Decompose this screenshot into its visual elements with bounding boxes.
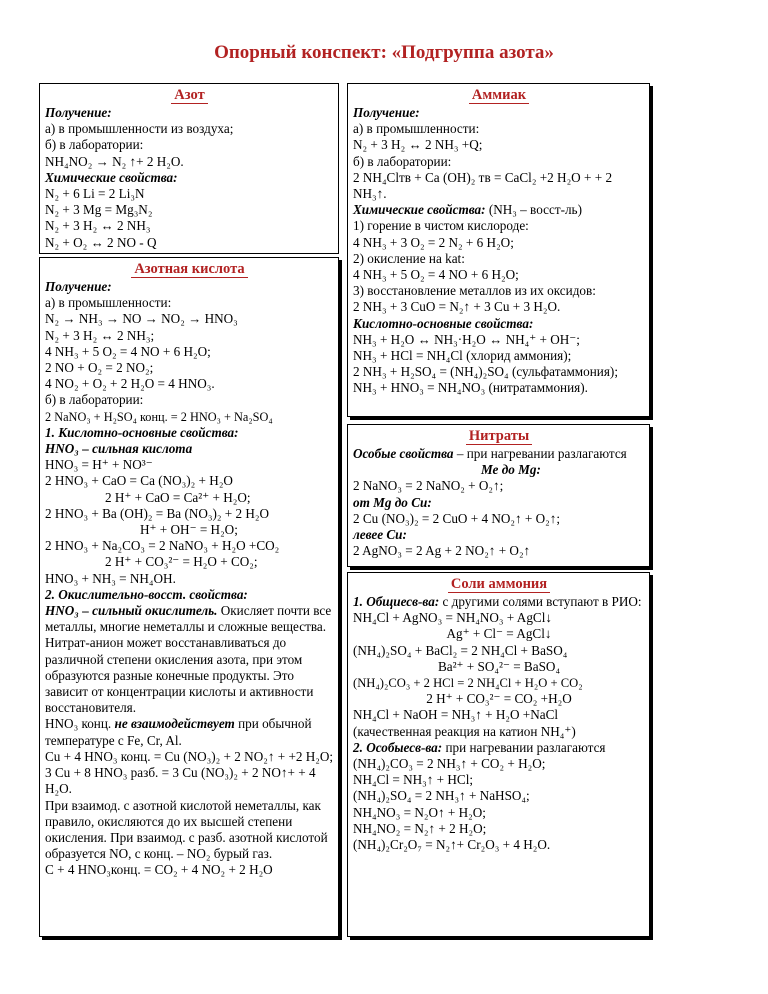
text-line: NH₃ + HNO₃ = NH₄NO₃ (нитратаммония). (353, 380, 588, 396)
text-line: 2) окисление на kat: (353, 250, 465, 266)
text-line: 4 NH₃ + 5 O₂ = 4 NO + 6 H₂O; (45, 343, 211, 359)
azot-box (39, 83, 339, 254)
text-line: 2 H⁺ + CO₃²⁻ = H₂O + CO₂; (105, 554, 258, 570)
page-title: Опорный конспект: «Подгруппа азота» (214, 42, 554, 63)
text-line: 2 NaNO₃ = 2 NaNO₂ + O₂↑; (353, 478, 504, 494)
text-line: H⁺ + OH⁻ = H₂O; (140, 522, 238, 538)
text-line: N₂ + 3 H₂ ↔ 2 NH₃; (45, 327, 155, 343)
text-line: б) в лаборатории: (45, 392, 144, 408)
text-line: Получение: (45, 105, 112, 120)
text-line: 2 H⁺ + CO₃²⁻ = CO₂ +H₂O (426, 691, 572, 707)
text-paragraph: 2 NH₄Clтв + Ca (OH)₂ тв = CaCl₂ +2 H₂O + + 2 NH₃↑. (353, 169, 613, 202)
azot-heading: Азот (45, 87, 334, 104)
text-line: HNO₃ = H⁺ + NO³⁻ (45, 457, 153, 473)
text-line: NH₄NO₃ = N₂O↑ + H₂O; (353, 804, 486, 820)
text-line: 2 HNO₃ + Ba (OH)₂ = Ba (NO₃)₂ + 2 H₂O (45, 505, 270, 521)
text-line: (NH₄)₂CO₃ = 2 NH₃↑ + CO₂ + H₂O; (353, 756, 546, 772)
text-line: 4 NH₃ + 5 O₂ = 4 NO + 6 H₂O; (353, 267, 519, 283)
nitrates-box (347, 424, 650, 567)
ammiak-heading: Аммиак (353, 87, 645, 104)
text-line: Химические свойства: (NH₃ – восст-ль) (353, 202, 582, 218)
acid-heading: Азотная кислота (45, 261, 334, 278)
text-line: Ag⁺ + Cl⁻ = AgCl↓ (446, 626, 552, 642)
text-paragraph: 3 Cu + 8 HNO₃ разб. = 3 Cu (NO₃)₂ + 2 NO↑+ + 4 H₂O. (45, 765, 316, 797)
text-line: NH₃ + HCl = NH₄Cl (хлорид аммония); (353, 348, 572, 364)
text-line: NH₃ + H₂O ↔ NH₃·H₂O ↔ NH₄⁺ + OH⁻; (353, 331, 580, 347)
nitrates-heading: Нитраты (353, 428, 645, 445)
text-line: 2 H⁺ + CaO = Ca²⁺ + H₂O; (105, 489, 251, 505)
text-line: 2 HNO₃ + Na₂CO₃ = 2 NaNO₃ + H₂O +CO₂ (45, 538, 280, 554)
text-line: N₂ + 3 Mg = Mg₃N₂ (45, 202, 153, 218)
text-line: N₂ + 6 Li = 2 Li₃N (45, 186, 145, 202)
text-line: 2 NO + O₂ = 2 NO₂; (45, 360, 154, 376)
text-line: Кислотно-основные свойства: (353, 315, 534, 331)
nitric-acid-box (39, 257, 339, 937)
text-paragraph: При взаимод. с азотной кислотой неметаллы, как правило, окисляются до их высшей степени окисления. При взаимод. с разб. азотной кислотой образуется NO, с конц. – NO₂ бурый газ. (45, 797, 328, 862)
text-paragraph: HNO₃ конц. не взаимодействует при обычной температуре с Fe, Cr, Al. (45, 716, 312, 748)
text-paragraph: 2. Особыесв-ва: при нагревании разлагаются (353, 739, 606, 755)
text-line: NH₄Cl = NH₃↑ + HCl; (353, 772, 474, 788)
text-line: (NH₄)₂SO₄ + BaCl₂ = 2 NH₄Cl + BaSO₄ (353, 642, 568, 658)
text-line: левее Cu: (353, 527, 407, 543)
text-line: N₂ → NH₃ → NO → NO₂ → HNO₃ (45, 311, 238, 327)
text-line: NH₄Cl + NaOH = NH₃↑ + H₂O +NaCl (353, 707, 559, 723)
ammonium-salts-box (347, 572, 650, 937)
text-line: NH₄NO₂ → N₂ ↑+ 2 H₂O. (45, 153, 184, 169)
text-paragraph: 2 NH₃ + H₂SO₄ = (NH₄)₂SO₄ (сульфатаммония); (353, 364, 618, 380)
text-line: б) в лаборатории: (353, 153, 452, 169)
text-line: N₂ + 3 H₂ ↔ 2 NH₃ (45, 218, 151, 234)
salts-heading: Соли аммония (353, 576, 645, 593)
text-line: Ме до Mg: (481, 462, 541, 478)
text-line: 1. Кислотно-основные свойства: (45, 424, 239, 440)
text-line: 2. Окислительно-восст. свойства: (45, 586, 248, 602)
ammonia-box (347, 83, 650, 417)
text-line: (NH₄)₂SO₄ = 2 NH₃↑ + NaHSO₄; (353, 788, 530, 804)
text-line: HNO₃ – сильная кислота (45, 441, 193, 457)
text-line: NH₄Cl + AgNO₃ = NH₄NO₃ + AgCl↓ (353, 610, 552, 626)
text-paragraph: HNO₃ – сильный окислитель. Окисляет почти все металлы, многие неметаллы и сложные вещества. Нитрат-анион может восстанавливаться до различной степени окисления азота, при этом образуются разные конечные продукты. Это зависит от концентрации кислоты и активности восстановителя. (45, 603, 332, 716)
text-line: 1) горение в чистом кислороде: (353, 218, 529, 234)
text-line: (качественная реакция на катион NH₄⁺) (353, 723, 576, 739)
text-line: 3) восстановление металлов из их оксидов: (353, 283, 596, 299)
text-line: а) в промышленности: (353, 121, 480, 137)
text-line: (NH₄)₂Cr₂O₇ = N₂↑+ Cr₂O₃ + 4 H₂O. (353, 837, 551, 853)
text-line: 4 NO₂ + O₂ + 2 H₂O = 4 HNO₃. (45, 376, 215, 392)
text-line: от Mg до Cu: (353, 494, 432, 510)
text-line: N₂ + O₂ ↔ 2 NO - Q (45, 234, 157, 250)
text-line: NH₄NO₂ = N₂↑ + 2 H₂O; (353, 820, 487, 836)
text-line: HNO₃ + NH₃ = NH₄OH. (45, 570, 176, 586)
text-line: N₂ + 3 H₂ ↔ 2 NH₃ +Q; (353, 137, 483, 153)
text-line: 2 NaNO₃ + H₂SO₄ конц. = 2 HNO₃ + Na₂SO₄ (45, 409, 273, 424)
text-line: 2 HNO₃ + CaO = Ca (NO₃)₂ + H₂O (45, 473, 233, 489)
text-line: Химические свойства: (45, 169, 178, 185)
text-line: а) в промышленности: (45, 295, 172, 311)
text-line: Получение: (45, 279, 112, 294)
text-line: 2 Cu (NO₃)₂ = 2 CuO + 4 NO₂↑ + O₂↑; (353, 510, 561, 526)
text-line: 2 AgNO₃ = 2 Ag + 2 NO₂↑ + O₂↑ (353, 543, 531, 559)
text-line: C + 4 HNO₃конц. = CO₂ + 4 NO₂ + 2 H₂O (45, 862, 273, 878)
text-paragraph: Cu + 4 HNO₃ конц. = Cu (NO₃)₂ + 2 NO₂↑ + +2 H₂O; (45, 748, 334, 764)
text-line: Получение: (353, 105, 420, 120)
text-line: (NH₄)₂CO₃ + 2 HCl = 2 NH₄Cl + H₂O + CO₂ (353, 676, 583, 691)
text-line: Ba²⁺ + SO₄²⁻ = BaSO₄ (437, 658, 561, 674)
text-line: а) в промышленности из воздуха; (45, 121, 234, 137)
text-line: б) в лаборатории: (45, 137, 144, 153)
text-line: 2 NH₃ + 3 CuO = N₂↑ + 3 Cu + 3 H₂O. (353, 299, 561, 315)
text-line: 4 NH₃ + 3 O₂ = 2 N₂ + 6 H₂O; (353, 234, 514, 250)
text-line: Особые свойства – при нагревании разлагаются (353, 446, 627, 461)
text-paragraph: 1. Общиесв-ва: с другими солями вступают в РИО: (353, 594, 642, 609)
